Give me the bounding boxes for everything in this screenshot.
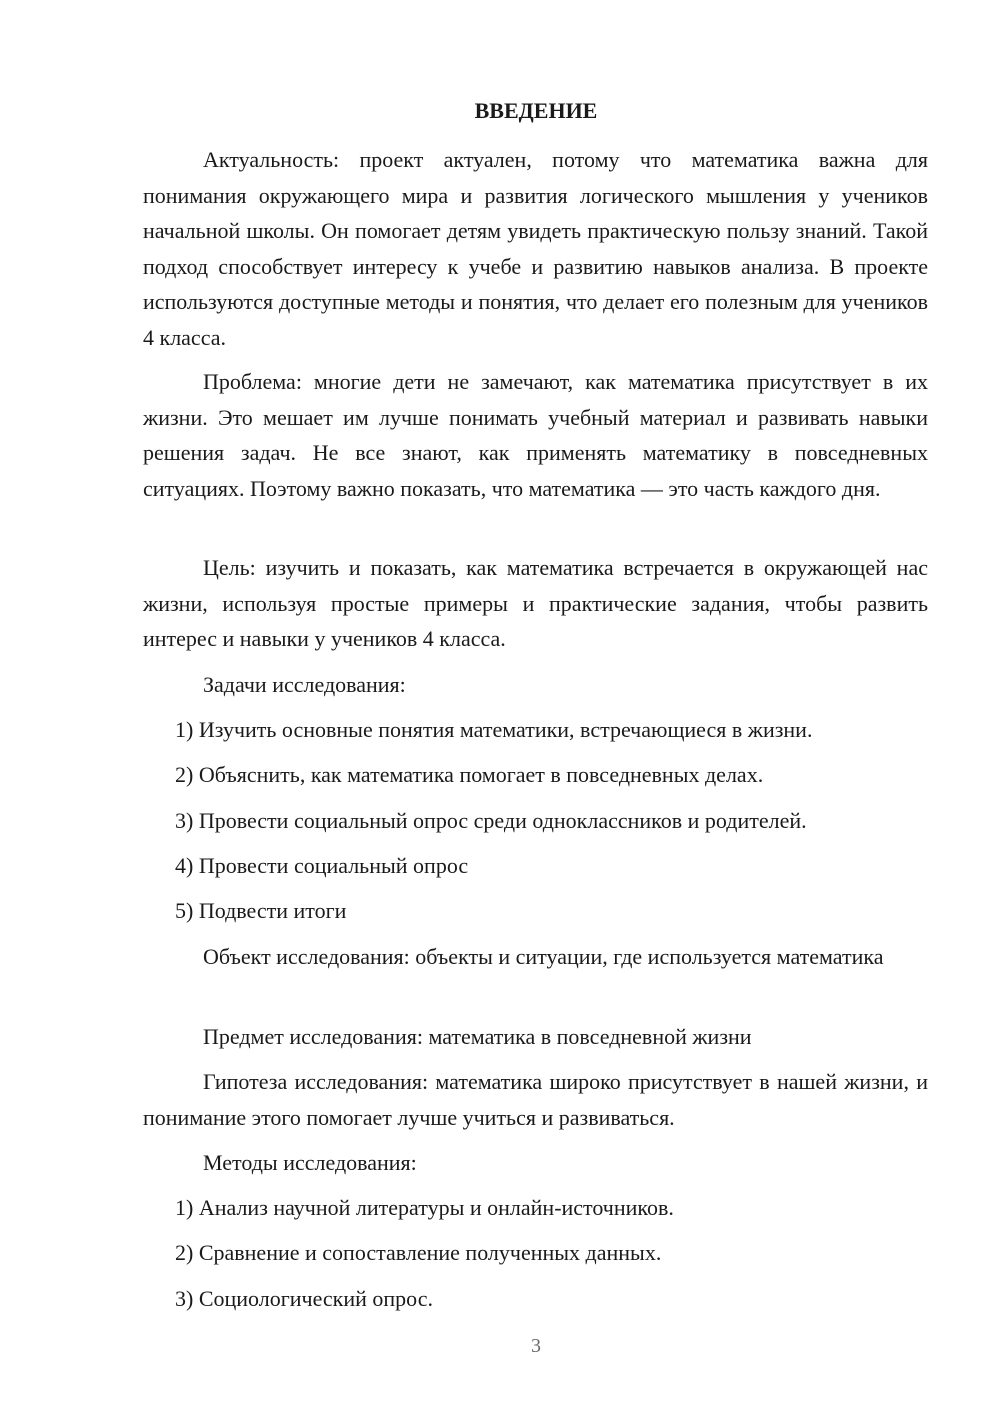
page-number: 3 [531, 1335, 541, 1357]
method-item: 2) Сравнение и сопоставление полученных данных. [175, 1240, 662, 1265]
relevance-paragraph: Актуальность: проект актуален, потому что математика важна для понимания окружающего мира и развития логического мышления у учеников начальной школы. Он помогает детям увидеть практическую пользу знаний. Такой подход способствует интересу к учебе и развитию навыков анализа. В проекте используются доступные методы и понятия, что делает его полезным для учеников 4 класса. [143, 147, 928, 350]
object-paragraph: Объект исследования: объекты и ситуации, где используется математика [203, 944, 884, 969]
method-item: 1) Анализ научной литературы и онлайн-источников. [175, 1195, 674, 1220]
method-item: 3) Социологический опрос. [175, 1286, 433, 1311]
problem-paragraph: Проблема: многие дети не замечают, как математика присутствует в их жизни. Это мешает им лучше понимать учебный материал и развивать навыки решения задач. Не все знают, как применять математику в повседневных ситуациях. Поэтому важно показать, что математика — это часть каждого дня. [143, 369, 928, 501]
page-title: ВВЕДЕНИЕ [474, 98, 598, 123]
task-item: 2) Объяснить, как математика помогает в повседневных делах. [175, 762, 764, 787]
hypothesis-paragraph: Гипотеза исследования: математика широко присутствует в нашей жизни, и понимание этого помогает лучше учиться и развиваться. [143, 1069, 928, 1130]
methods-heading: Методы исследования: [203, 1150, 417, 1175]
task-item: 3) Провести социальный опрос среди одноклассников и родителей. [175, 808, 807, 833]
task-item: 1) Изучить основные понятия математики, встречающиеся в жизни. [175, 717, 813, 742]
task-item: 5) Подвести итоги [175, 898, 347, 923]
subject-paragraph: Предмет исследования: математика в повседневной жизни [203, 1024, 752, 1049]
tasks-heading: Задачи исследования: [203, 672, 406, 697]
goal-paragraph: Цель: изучить и показать, как математика встречается в окружающей нас жизни, используя простые примеры и практические задания, чтобы развить интерес и навыки у учеников 4 класса. [143, 555, 928, 651]
task-item: 4) Провести социальный опрос [175, 853, 469, 878]
